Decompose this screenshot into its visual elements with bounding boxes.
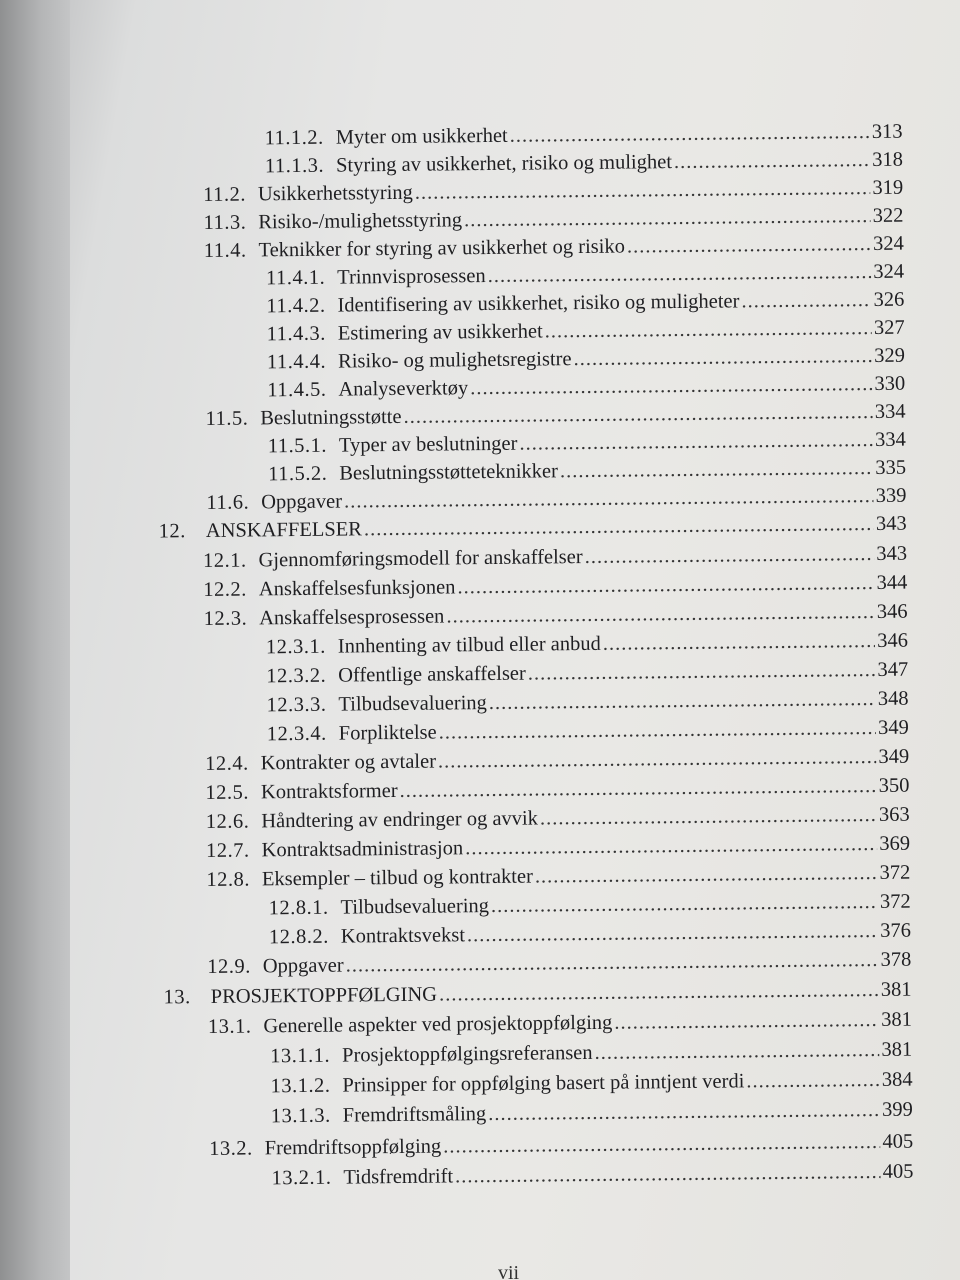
leader-dots [446,601,875,628]
toc-number: 11.4.5. [267,378,327,402]
toc-number: 11.4.2. [266,294,326,318]
toc-number: 13. [163,986,191,1009]
toc-number: 11.4.3. [266,322,326,346]
leader-dots [457,572,874,599]
toc-page-number: 405 [882,1130,914,1153]
toc-number: 12.7. [205,839,250,862]
toc-entry-13-2-1 [271,1161,913,1198]
leader-dots [519,429,873,456]
leader-dots [488,1099,880,1126]
toc-title: Gjennomføringsmodell for anskaffelser [258,546,583,572]
leader-dots [439,979,879,1007]
leader-dots [438,746,877,774]
toc-page-number: 329 [874,344,906,367]
toc-number: 12.8. [206,868,251,891]
toc-title: Analyseverktøy [338,377,469,401]
toc-number: 12.3.1. [265,635,326,659]
toc-number: 13.1.3. [270,1104,331,1128]
leader-dots [535,862,878,889]
toc-page-number: 381 [881,1008,913,1031]
toc-title: Kontraktsvekst [340,924,466,948]
toc-page-number: 334 [874,400,906,423]
leader-dots [346,949,879,978]
toc-title: Offentlige anskaffelser [338,662,526,687]
toc-page-number: 322 [872,204,904,227]
toc-number: 11.5.2. [268,462,328,486]
toc-title: Anskaffelsesprosessen [259,605,445,630]
toc-page-number: 324 [873,260,905,283]
table-of-contents [70,0,960,1280]
page-footer-number: vii [498,1262,520,1280]
toc-number: 12.3.3. [266,693,327,717]
leader-dots [464,205,871,232]
toc-page-number: 348 [877,687,909,710]
toc-title: Tilbudsevaluering [338,692,487,716]
toc-number: 13.1. [207,1015,252,1038]
toc-title: Forpliktelse [338,721,437,745]
toc-title: Anskaffelsesfunksjonen [258,576,456,601]
toc-number: 12.8.2. [268,925,329,949]
toc-number: 11.3. [203,211,247,234]
leader-dots [545,317,872,343]
toc-page-number: 349 [877,716,909,739]
toc-title: Prosjektoppfølgingsreferansen [341,1041,593,1067]
toc-number: 12.6. [205,810,250,833]
toc-page-number: 372 [879,861,911,884]
book-page [70,0,960,1280]
toc-page-number: 381 [880,978,912,1001]
toc-title: Risiko- og mulighetsregistre [337,348,572,373]
toc-number: 12.3.4. [266,722,327,746]
toc-title: Kontrakter og avtaler [260,750,437,775]
toc-title: Identifisering av usikkerhet, risiko og muligheter [337,290,740,317]
toc-title: PROSJEKTOPPFØLGING [210,983,438,1008]
toc-number: 13.1.2. [270,1074,331,1098]
leader-dots [403,401,872,429]
leader-dots [674,149,870,174]
toc-number: 11.4.4. [266,350,327,374]
toc-title: Teknikker for styring av usikkerhet og risiko [258,235,626,262]
toc-page-number: 346 [877,629,909,652]
toc-page-number: 334 [874,428,906,451]
leader-dots [573,345,872,371]
toc-title: Oppgaver [262,954,344,978]
toc-page-number: 376 [880,919,912,942]
toc-page-number: 363 [878,803,910,826]
toc-number: 12.3.2. [266,664,327,688]
toc-number: 11.5.1. [267,434,328,458]
toc-page-number: 384 [881,1068,913,1091]
leader-dots [746,1069,880,1093]
toc-number: 13.1.1. [270,1044,331,1068]
leader-dots [560,457,874,483]
toc-page-number: 347 [877,658,909,681]
toc-number: 12.5. [205,781,250,804]
toc-title: Trinnvisprosessen [337,265,486,289]
page-shadow-edge [0,0,70,1280]
leader-dots [603,630,876,656]
leader-dots [364,513,874,541]
toc-number: 12. [158,520,186,543]
leader-dots [443,1131,880,1159]
toc-title: Tilbudsevaluering [340,895,490,919]
leader-dots [614,1009,879,1035]
toc-page-number: 378 [880,948,912,971]
toc-page-number: 369 [879,832,911,855]
toc-page-number: 344 [876,571,908,594]
toc-page-number: 350 [878,774,910,797]
toc-page-number: 343 [876,542,908,565]
toc-title: Beslutningsstøtteteknikker [339,460,559,485]
toc-page-number: 335 [875,456,907,479]
leader-dots [627,233,871,259]
toc-page-number: 319 [872,176,904,199]
leader-dots [439,717,877,745]
toc-number: 11.4.1. [265,266,326,290]
toc-number: 11.5. [205,407,249,430]
leader-dots [455,1161,881,1188]
leader-dots [465,833,877,860]
toc-page-number: 343 [875,512,907,535]
toc-title: Styring av usikkerhet, risiko og mulighet [335,151,673,177]
toc-page-number: 346 [876,600,908,623]
leader-dots [491,891,878,918]
toc-page-number: 324 [872,232,904,255]
toc-number: 11.4. [203,239,247,262]
toc-title: Typer av beslutninger [338,432,518,457]
toc-number: 12.4. [205,752,249,775]
leader-dots [489,688,876,715]
toc-entry-13-1-3 [271,1099,913,1136]
toc-title: Kontraktsformer [260,779,398,804]
leader-dots [741,289,871,313]
toc-title: Fremdriftsoppfølging [264,1135,442,1160]
toc-number: 11.1.2. [264,126,324,150]
toc-number: 12.8.1. [268,896,329,920]
toc-page-number: 405 [882,1160,914,1183]
toc-number: 12.9. [207,955,251,978]
leader-dots [488,261,872,288]
toc-title: Håndtering av endringer og avvik [261,807,539,833]
toc-number: 12.1. [202,549,247,572]
toc-number: 12.2. [203,578,247,601]
leader-dots [344,485,874,514]
leader-dots [399,775,876,803]
toc-title: Beslutningsstøtte [260,405,402,430]
toc-page-number: 313 [871,120,903,143]
toc-page-number: 372 [879,890,911,913]
toc-title: Myter om usikkerhet [335,124,508,149]
toc-number: 11.2. [203,183,247,206]
toc-title: Estimering av usikkerhet [337,320,543,345]
toc-number: 11.1.3. [264,154,325,178]
leader-dots [528,659,876,686]
toc-title: Eksempler – tilbud og kontrakter [261,865,533,891]
toc-page-number: 318 [872,148,904,171]
toc-page-number: 330 [874,372,906,395]
toc-page-number: 327 [873,316,905,339]
toc-number: 13.2.1. [271,1166,332,1190]
toc-title: Fremdriftsmåling [342,1103,487,1127]
leader-dots [467,920,878,947]
toc-title: Prinsipper for oppfølging basert på inntjent verdi [342,1070,745,1097]
leader-dots [585,543,875,569]
toc-title: Kontraktsadministrasjon [261,837,464,862]
toc-title: ANSKAFFELSER [205,518,363,542]
leader-dots [540,804,877,831]
leader-dots [470,373,873,400]
toc-page-number: 326 [873,288,905,311]
toc-title: Risiko-/mulighetsstyring [258,209,463,234]
toc-title: Innhenting av tilbud eller anbud [337,632,601,658]
leader-dots [415,177,871,205]
toc-page-number: 381 [881,1038,913,1061]
toc-page-number: 399 [881,1098,913,1121]
toc-title: Generelle aspekter ved prosjektoppfølging [263,1011,613,1038]
toc-title: Tidsfremdrift [343,1165,454,1189]
toc-title: Oppgaver [261,490,343,514]
toc-title: Usikkerhetsstyring [257,181,413,206]
leader-dots [594,1039,879,1065]
toc-number: 13.2. [209,1137,253,1160]
toc-page-number: 339 [875,484,907,507]
toc-page-number: 349 [878,745,910,768]
leader-dots [510,121,870,148]
toc-number: 11.6. [206,491,250,514]
toc-number: 12.3. [203,607,248,630]
